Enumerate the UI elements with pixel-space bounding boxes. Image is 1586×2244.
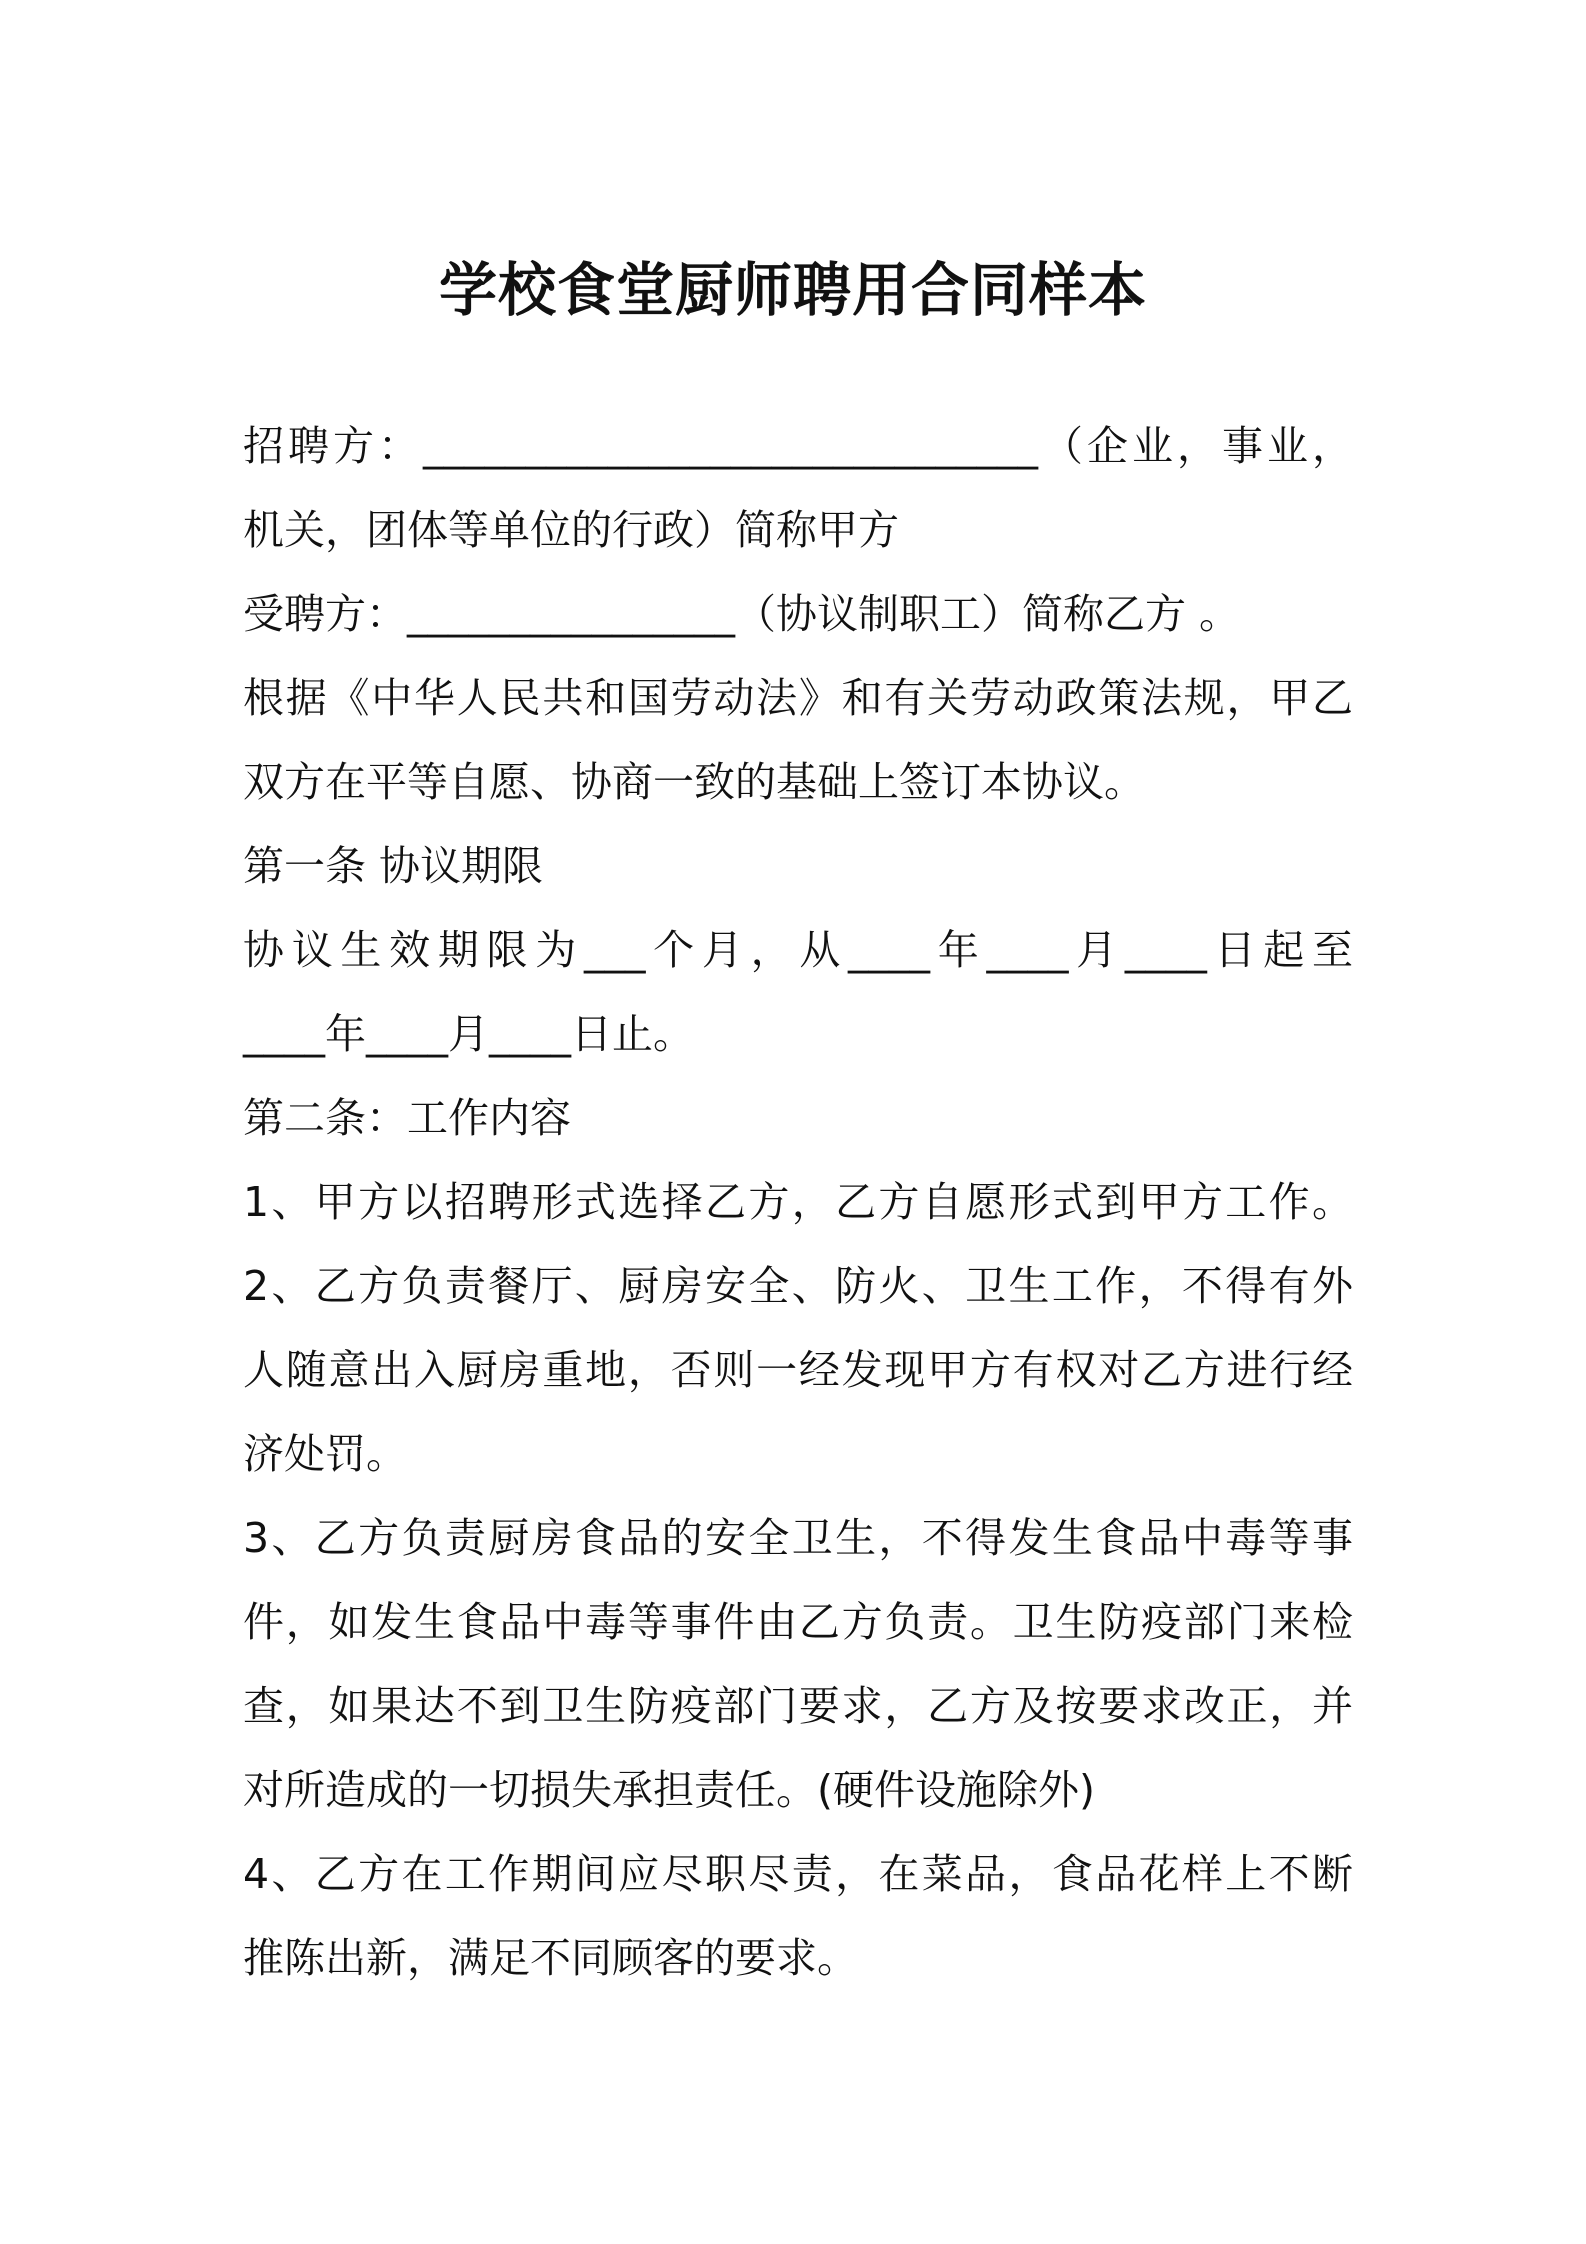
paragraph-line-employer: 招聘方：______________________________（企业，事业， [243,422,1353,470]
paragraph-line-term: 协议生效期限为___个月，从____年____月____日起至 [243,926,1353,974]
paragraph-line: 双方在平等自愿、协商一致的基础上签订本协议。 [243,758,1145,806]
list-item-1: 1、甲方以招聘形式选择乙方，乙方自愿形式到甲方工作。 [243,1178,1353,1226]
list-item-2: 2、乙方负责餐厅、厨房安全、防火、卫生工作，不得有外 [243,1262,1353,1310]
paragraph-line: 根据《中华人民共和国劳动法》和有关劳动政策法规，甲乙 [243,674,1353,722]
paragraph-line-term-end: ____年____月____日止。 [243,1010,694,1058]
list-item-4-end: 推陈出新，满足不同顾客的要求。 [243,1934,858,1982]
list-item-3: 3、乙方负责厨房食品的安全卫生，不得发生食品中毒等事 [243,1514,1353,1562]
document-title: 学校食堂厨师聘用合同样本 [438,256,1147,324]
list-item-3-cont: 件，如发生食品中毒等事件由乙方负责。卫生防疫部门来检 [243,1598,1353,1646]
paragraph-line-employee: 受聘方：________________（协议制职工）简称乙方 。 [243,590,1241,638]
list-item-3-end: 对所造成的一切损失承担责任。(硬件设施除外) [243,1766,1095,1814]
document-body [243,404,1353,2000]
section-heading-1: 第一条 协议期限 [243,842,544,890]
section-heading-2: 第二条：工作内容 [243,1094,571,1142]
list-item-3-cont: 查，如果达不到卫生防疫部门要求，乙方及按要求改正，并 [243,1682,1353,1730]
paragraph-line: 机关，团体等单位的行政）简称甲方 [243,506,899,554]
list-item-2-end: 济处罚。 [243,1430,407,1478]
list-item-2-cont: 人随意出入厨房重地，否则一经发现甲方有权对乙方进行经 [243,1346,1353,1394]
list-item-4: 4、乙方在工作期间应尽职尽责，在菜品，食品花样上不断 [243,1850,1353,1898]
